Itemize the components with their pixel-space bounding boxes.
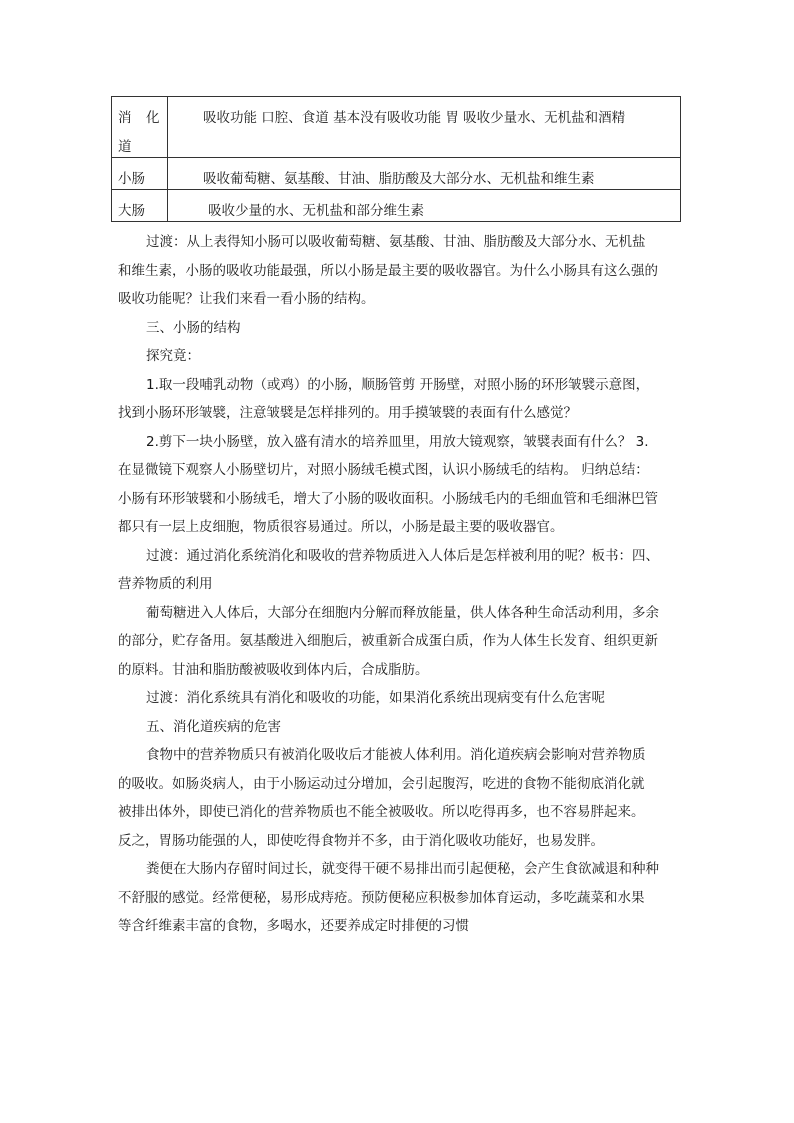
text-line: 等含纤维素丰富的食物，多喝水，还要养成定时排便的习惯 [118, 918, 469, 934]
digestion-absorption-table [111, 96, 681, 222]
text-line: 过渡：从上表得知小肠可以吸收葡萄糖、氨基酸、甘油、脂肪酸及大部分水、无机盐 [146, 234, 646, 250]
text-line: 反之，胃肠功能强的人，即使吃得食物并不多，由于消化吸收功能好，也易发胖。 [118, 832, 604, 849]
table-cell-text: 吸收少量的水、无机盐和部分维生素 [168, 190, 681, 222]
table-cell-label: 小肠 [112, 158, 168, 190]
table-row [112, 158, 681, 190]
text-line: 营养物质的利用 [118, 576, 213, 592]
text-line: 被排出体外，即使已消化的营养物质也不能全被吸收。所以吃得再多，也不容易胖起来。 [118, 804, 645, 820]
label-char: 化 [146, 110, 160, 126]
text-line: 的部分，贮存备用。氨基酸进入细胞后，被重新合成蛋白质，作为人体生长发育、组织更新 [118, 633, 658, 649]
table-cell-label: 大肠 [112, 190, 168, 222]
text-line: 粪便在大肠内存留时间过长，就变得干硬不易排出而引起便秘，会产生食欲减退和种种 [146, 861, 659, 877]
label-char: 道 [118, 139, 132, 155]
text-line: 吸收功能呢？让我们来看一看小肠的结构。 [118, 291, 375, 307]
table-row [112, 97, 681, 158]
text-line: 找到小肠环形皱襞，注意皱襞是怎样排列的。用手摸皱襞的表面有什么感觉？ [118, 405, 577, 421]
table-row [112, 190, 681, 222]
text-line: 和维生素，小肠的吸收功能最强，所以小肠是最主要的吸收器官。为什么小肠具有这么强的 [118, 262, 658, 279]
label-char: 消 [118, 110, 132, 126]
text-line: 食物中的营养物质只有被消化吸收后才能被人体利用。消化道疾病会影响对营养物质 [146, 747, 646, 763]
section-heading: 三、小肠的结构 [146, 319, 241, 336]
text-line: 的原料。甘油和脂肪酸被吸收到体内后，合成脂肪。 [118, 661, 429, 678]
text-line: 探究竟： [146, 348, 200, 364]
text-line: 的吸收。如肠炎病人，由于小肠运动过分增加，会引起腹泻，吃进的食物不能彻底消化就 [118, 775, 645, 792]
text-line: 都只有一层上皮细胞，物质很容易通过。所以，小肠是最主要的吸收器官。 [118, 519, 564, 535]
table-cell-text: 吸收功能 口腔、食道 基本没有吸收功能 胃 吸收少量水、无机盐和酒精 [168, 97, 681, 158]
text-line: 小肠有环形皱襞和小肠绒毛，增大了小肠的吸收面积。小肠绒毛内的毛细血管和毛细淋巴管 [118, 490, 658, 507]
text-line: 过渡：通过消化系统消化和吸收的营养物质进入人体后是怎样被利用的呢？板书：四、 [146, 547, 659, 564]
text-line: 在显微镜下观察人小肠壁切片，对照小肠绒毛模式图，认识小肠绒毛的结构。 归纳总结： [118, 462, 649, 478]
text-line: 葡萄糖进入人体后，大部分在细胞内分解而释放能量，供人体各种生命活动利用，多余 [146, 604, 659, 621]
table-cell-label [112, 97, 168, 158]
body-text [118, 228, 678, 941]
text-line: 1.取一段哺乳动物（或鸡）的小肠，顺肠管剪 开肠壁，对照小肠的环形皱襞示意图， [146, 376, 650, 393]
text-line: 不舒服的感觉。经常便秘，易形成痔疮。预防便秘应积极参加体育运动，多吃蔬菜和水果 [118, 889, 645, 906]
section-heading: 五、消化道疾病的危害 [146, 718, 281, 735]
text-line: 2.剪下一块小肠壁，放入盛有清水的培养皿里，用放大镜观察，皱襞表面有什么？ 3. [146, 433, 649, 450]
text-line: 过渡：消化系统具有消化和吸收的功能，如果消化系统出现病变有什么危害呢 [146, 690, 605, 706]
table-cell-text: 吸收葡萄糖、氨基酸、甘油、脂肪酸及大部分水、无机盐和维生素 [168, 158, 681, 190]
